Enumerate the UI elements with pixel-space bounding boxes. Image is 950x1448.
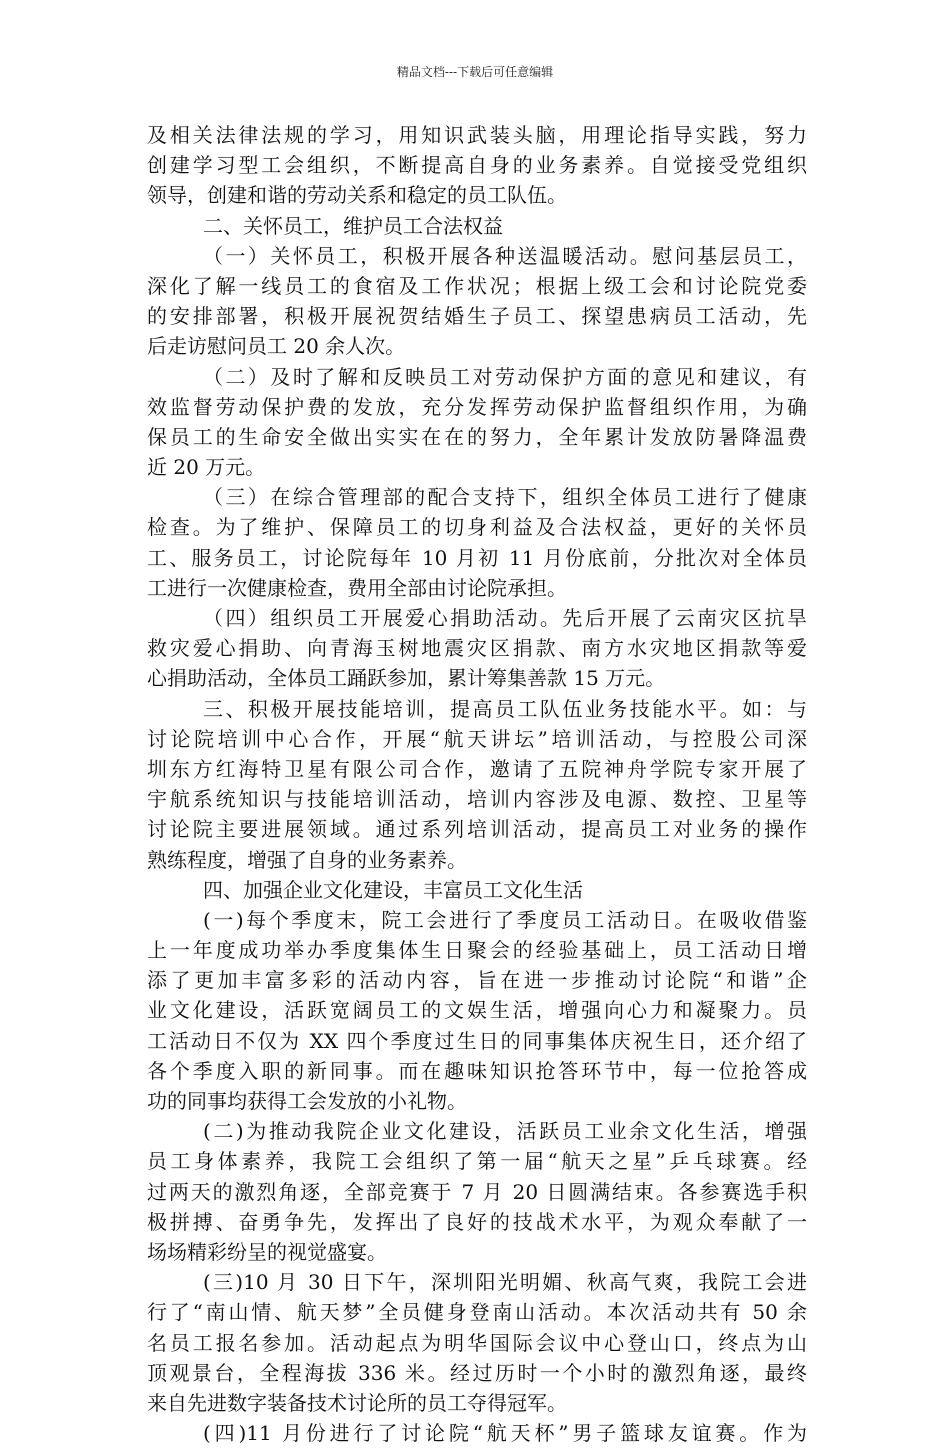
text-line: 讨论院培训中心合作，开展“航天讲坛”培训活动，与控股公司深 [147,726,807,751]
text-line: 及相关法律法规的学习，用知识武装头脑，用理论指导实践，努力 [147,123,807,147]
text-line: 员工身体素养，我院工会组织了第一届“航天之星”乒乓球赛。经 [147,1149,807,1174]
text-line: (四)11 月份进行了讨论院“航天杯”男子篮球友谊赛。作为 [203,1421,807,1446]
text-line: 工进行一次健康检查，费用全部由讨论院承担。 [147,575,567,600]
text-line: 圳东方红海特卫星有限公司合作，邀请了五院神舟学院专家开展了 [147,756,807,781]
text-line: 保员工的生命安全做出实实在在的努力，全年累计发放防暑降温费 [147,424,807,449]
text-line: 后走访慰问员工 20 余人次。 [147,334,406,359]
text-line: 熟练程度，增强了自身的业务素养。 [147,847,467,872]
document-body [147,120,807,1448]
text-line: 添了更加丰富多彩的活动内容，旨在进一步推动讨论院“和谐”企 [147,968,807,993]
text-line: 顶观景台，全程海拔 336 米。经过历时一个小时的激烈角逐，最终 [147,1360,807,1385]
text-line: （二）及时了解和反映员工对劳动保护方面的意见和建议，有 [203,364,807,389]
text-line: 效监督劳动保护费的发放，充分发挥劳动保护监督组织作用，为确 [147,394,807,419]
text-line: （一）关怀员工，积极开展各种送温暖活动。慰问基层员工， [203,243,807,268]
text-line: 各个季度入职的新同事。而在趣味知识抢答环节中，每一位抢答成 [147,1058,807,1083]
text-line: 二、关怀员工，维护员工合法权益 [203,213,503,238]
text-line: 检查。为了维护、保障员工的切身利益及合法权益，更好的关怀员 [147,515,807,540]
text-line: 四、加强企业文化建设，丰富员工文化生活 [203,877,583,902]
text-line: 心捐助活动，全体员工踊跃参加，累计筹集善款 15 万元。 [147,666,666,691]
text-line: 近 20 万元。 [147,455,266,480]
text-line: 的安排部署，积极开展祝贺结婚生子员工、探望患病员工活动，先 [147,304,807,329]
text-line: 工活动日不仅为 XX 四个季度过生日的同事集体庆祝生日，还介绍了 [147,1028,807,1053]
text-line: （三）在综合管理部的配合支持下，组织全体员工进行了健康 [203,485,807,510]
text-line: (一)每个季度末，院工会进行了季度员工活动日。在吸收借鉴 [203,907,807,932]
text-line: （四）组织员工开展爱心捐助活动。先后开展了云南灾区抗旱 [203,606,807,630]
text-line: 功的同事均获得工会发放的小礼物。 [147,1089,467,1113]
text-line: 创建学习型工会组织，不断提高自身的业务素养。自觉接受党组织 [147,153,807,178]
text-line: 极拼搏、奋勇争先，发挥出了良好的技战术水平，为观众奉献了一 [147,1209,807,1234]
text-line: 宇航系统知识与技能培训活动，培训内容涉及电源、数控、卫星等 [147,787,807,812]
text-line: 场场精彩纷呈的视觉盛宴。 [147,1239,387,1264]
text-line: 工、服务员工，讨论院每年 10 月初 11 月份底前，分批次对全体员 [147,545,807,570]
text-line: (二)为推动我院企业文化建设，活跃员工业余文化生活，增强 [203,1119,807,1144]
text-line: 三、积极开展技能培训，提高员工队伍业务技能水平。如：与 [203,696,807,721]
page-header: 精品文档---下载后可任意编辑 [396,65,554,79]
text-line: 上一年度成功举办季度集体生日聚会的经验基础上，员工活动日增 [147,938,807,963]
text-line: (三)10 月 30 日下午，深圳阳光明媚、秋高气爽，我院工会进 [203,1270,807,1295]
text-line: 过两天的激烈角逐，全部竞赛于 7 月 20 日圆满结束。各参赛选手积 [147,1179,807,1204]
text-line: 领导，创建和谐的劳动关系和稳定的员工队伍。 [147,183,567,208]
text-line: 名员工报名参加。活动起点为明华国际会议中心登山口，终点为山 [147,1330,807,1355]
text-line: 行了“南山情、航天梦”全员健身登南山活动。本次活动共有 50 余 [147,1300,807,1325]
text-line: 讨论院主要进展领域。通过系列培训活动，提高员工对业务的操作 [147,817,807,842]
text-line: 深化了解一线员工的食宿及工作状况；根据上级工会和讨论院党委 [147,273,807,298]
text-line: 救灾爱心捐助、向青海玉树地震灾区捐款、南方水灾地区捐款等爱 [147,636,807,661]
text-line: 业文化建设，活跃宽阔员工的文娱生活，增强向心力和凝聚力。员 [147,998,807,1023]
text-line: 来自先进数字装备技术讨论所的员工夺得冠军。 [147,1390,567,1415]
